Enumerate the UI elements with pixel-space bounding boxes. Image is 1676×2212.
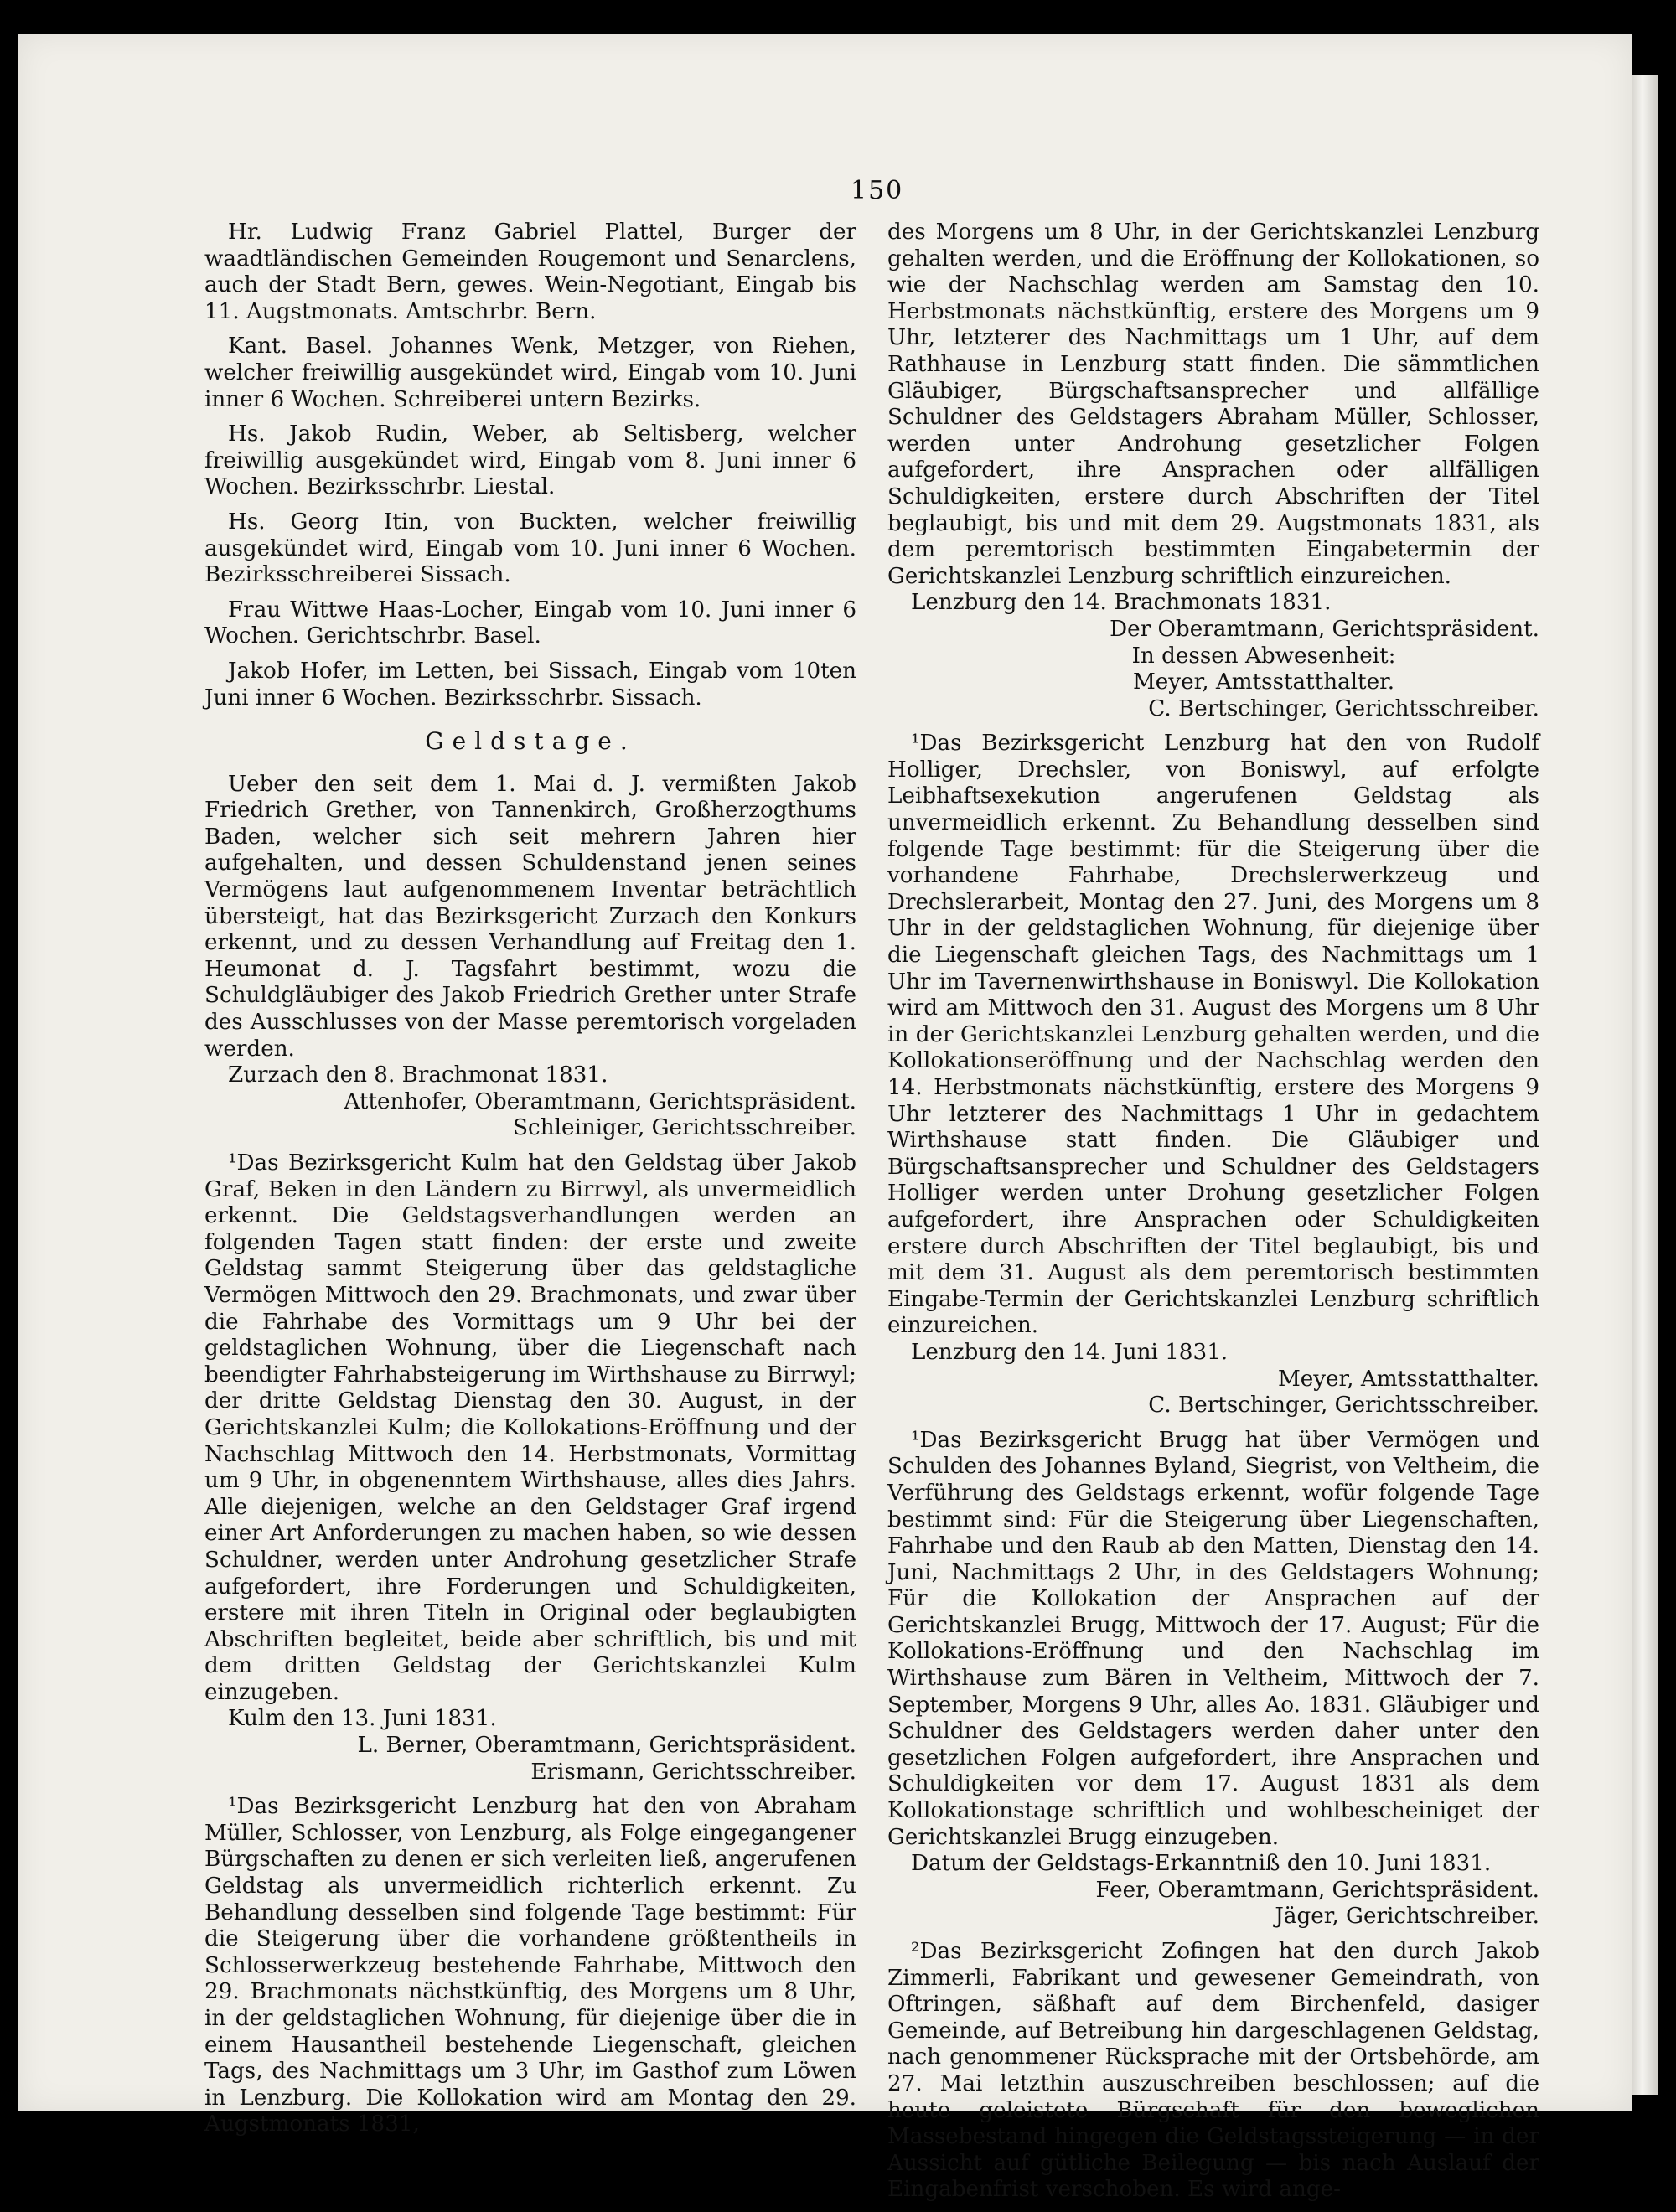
- entry-itin: Hs. Georg Itin, von Buckten, welcher freiwillig ausgekündet wird, Eingab vom 10. Juni inner 6 Wochen. Bezirksschreiberei Sissach.: [204, 509, 856, 588]
- notice-holliger-signature-2: C. Bertschinger, Gerichtsschreiber.: [1148, 1393, 1539, 1419]
- notice-grether-place-date: Zurzach den 8. Brachmonat 1831.: [228, 1062, 608, 1088]
- entry-hofer: Jakob Hofer, im Letten, bei Sissach, Eingab vom 10ten Juni inner 6 Wochen. Bezirksschrbr. Sissach.: [204, 658, 856, 711]
- page-number: 150: [851, 176, 904, 205]
- entry-haas-locher: Frau Wittwe Haas-Locher, Eingab vom 10. Juni inner 6 Wochen. Gerichtschrbr. Basel.: [204, 597, 856, 649]
- notice-grether-signature-1: Attenhofer, Oberamtmann, Gerichtspräsident.: [344, 1088, 856, 1114]
- entry-wenk: Kant. Basel. Johannes Wenk, Metzger, von Riehen, welcher freiwillig ausgekündet wird, Eingab vom 10. Juni inner 6 Wochen. Schreiberei untern Bezirks.: [204, 333, 856, 412]
- notice-mueller-body-end: des Morgens um 8 Uhr, in der Gerichtskanzlei Lenzburg gehalten werden, und die Eröffnung der Kollokationen, so wie der Nachschlag werden am Samstag den 10. Herbstmonats nächstkünftig, erstere des Morgens um 9 Uhr, letzterer des Nachmittags um 1 Uhr, auf dem Rathhause in Lenzburg statt finden. Die sämmtlichen Gläubiger, Bürgschaftsansprecher und allfällige Schuldner des Geldstagers Abraham Müller, Schlosser, werden unter Androhung gesetzlicher Folgen aufgefordert, ihre Ansprachen oder allfälligen Schuldigkeiten, erstere durch Abschriften der Titel beglaubigt, bis und mit dem 29. Augstmonats 1831, als dem peremtorisch bestimmten Eingabetermin der Gerichtskanzlei Lenzburg schriftlich einzureichen.: [887, 220, 1539, 589]
- left-column: [204, 220, 856, 2147]
- notice-graf-place-date: Kulm den 13. Juni 1831.: [228, 1706, 497, 1732]
- notice-graf-signature-2: Erismann, Gerichtsschreiber.: [530, 1759, 856, 1785]
- notice-graf-signature-1: L. Berner, Oberamtmann, Gerichtspräsident.: [357, 1733, 856, 1759]
- notice-mueller-signature-2: In dessen Abwesenheit:: [1131, 643, 1396, 669]
- notice-mueller-place-date: Lenzburg den 14. Brachmonats 1831.: [911, 590, 1332, 616]
- notice-mueller-signature-1: Der Oberamtmann, Gerichtspräsident.: [1110, 616, 1539, 642]
- right-column: [887, 220, 1539, 2212]
- notice-mueller-signature-3: Meyer, Amtsstatthalter.: [1132, 669, 1395, 695]
- notice-mueller-body-start: ¹Das Bezirksgericht Lenzburg hat den von Abraham Müller, Schlosser, von Lenzburg, als Folge eingegangener Bürgschaften zu denen er sich verleiten ließ, angerufenen Geldstag als unvermeidlich richterlich erkennt. Zu Behandlung desselben sind folgende Tage bestimmt: Für die Steigerung über die vorhandene größtentheils in Schlosserwerkzeug bestehende Fahrhabe, Mittwoch den 29. Brachmonats nächstkünftig, des Morgens um 8 Uhr, in der geldstaglichen Wohnung, für diejenige über die in einem Hausantheil bestehende Liegenschaft, gleichen Tags, des Nachmittags um 3 Uhr, im Gasthof zum Löwen in Lenzburg. Die Kollokation wird am Montag den 29. Augstmonats 1831,: [204, 1794, 856, 2137]
- notice-grether-signature-2: Schleiniger, Gerichtsschreiber.: [513, 1115, 856, 1141]
- notice-mueller-signature-4: C. Bertschinger, Gerichtsschreiber.: [1148, 695, 1539, 721]
- notice-byland-place-date: Datum der Geldstags-Erkanntniß den 10. Juni 1831.: [911, 1851, 1492, 1877]
- section-heading: Geldstage.: [425, 727, 636, 756]
- page-edge: [1632, 75, 1658, 2095]
- notice-byland-signature-1: Feer, Oberamtmann, Gerichtspräsident.: [1095, 1877, 1539, 1903]
- notice-byland-body: ¹Das Bezirksgericht Brugg hat über Vermögen und Schulden des Johannes Byland, Siegrist, von Veltheim, die Verführung des Geldstags erkennt, wofür folgende Tage bestimmt sind: Für die Steigerung über Liegenschaften, Fahrhabe und den Raub ab den Matten, Dienstag den 14. Juni, Nachmittags 2 Uhr, in des Geldstagers Wohnung; Für die Kollokation der Ansprachen auf der Gerichtskanzlei Brugg, Mittwoch der 17. August; Für die Kollokations-Eröffnung und den Nachschlag im Wirthshause zum Bären in Veltheim, Mittwoch der 7. September, Morgens 9 Uhr, alles Ao. 1831. Gläubiger und Schuldner des Geldstagers werden daher unter den gesetzlichen Folgen aufgefordert, ihre Ansprachen und Schuldigkeiten vor dem 17. August 1831 als dem Kollokationstage schriftlich und wohlbescheiniget der Gerichtskanzlei Brugg einzugeben.: [887, 1427, 1539, 1850]
- notice-holliger-place-date: Lenzburg den 14. Juni 1831.: [911, 1339, 1229, 1365]
- notice-graf-body: ¹Das Bezirksgericht Kulm hat den Geldstag über Jakob Graf, Beken in den Ländern zu Birrwyl, als unvermeidlich erkennt. Die Geldstagsverhandlungen werden an folgenden Tagen statt finden: der erste und zweite Geldstag sammt Steigerung über das geldstagliche Vermögen Mittwoch den 29. Brachmonats, und zwar über die Fahrhabe des Vormittags um 9 Uhr bei der geldstaglichen Wohnung, über die Liegenschaft nach beendigter Fahrhabsteigerung im Wirthshause zu Birrwyl; der dritte Geldstag Dienstag den 30. August, in der Gerichtskanzlei Kulm; die Kollokations-Eröffnung und der Nachschlag Mittwoch den 14. Herbstmonats, Vormittag um 9 Uhr, in obgenenntem Wirthshause, alles dies Jahrs. Alle diejenigen, welche an den Geldstager Graf irgend einer Art Anforderungen zu machen haben, so wie dessen Schuldner, werden unter Androhung gesetzlicher Strafe aufgefordert, ihre Forderungen und Schuldigkeiten, erstere mit ihren Titeln in Original oder beglaubigten Abschriften begleitet, beide aber schriftlich, bis und mit dem dritten Geldstag der Gerichtskanzlei Kulm einzugeben.: [204, 1150, 856, 1705]
- entry-rudin: Hs. Jakob Rudin, Weber, ab Seltisberg, welcher freiwillig ausgekündet wird, Eingab vom 8. Juni inner 6 Wochen. Bezirksschrbr. Liestal.: [204, 421, 856, 500]
- notice-byland-signature-2: Jäger, Gerichtschreiber.: [1275, 1904, 1539, 1930]
- notice-zimmerli-body-start: ²Das Bezirksgericht Zofingen hat den durch Jakob Zimmerli, Fabrikant und gewesener Gemeindrath, von Oftringen, säßhaft auf dem Birchenfeld, dasiger Gemeinde, auf Betreibung hin dargeschlagenen Geldstag, nach genommener Rücksprache mit der Ortsbehörde, am 27. Mai letzthin auszuschreiben beschlossen; auf die heute geleistete Bürgschaft für den beweglichen Massebestand hingegen die Geldstagssteigerung — in der Aussicht auf gütliche Beilegung — bis nach Auslauf der Eingabenfrist verschoben. Es wird ange-: [887, 1939, 1539, 2203]
- notice-grether-body: Ueber den seit dem 1. Mai d. J. vermißten Jakob Friedrich Grether, von Tannenkirch, Großherzogthums Baden, welcher sich seit mehrern Jahren hier aufgehalten, und dessen Schuldenstand jenen seines Vermögens laut aufgenommenem Inventar beträchtlich übersteigt, hat das Bezirksgericht Zurzach den Konkurs erkennt, und zu dessen Verhandlung auf Freitag den 1. Heumonat d. J. Tagsfahrt bestimmt, wozu die Schuldgläubiger des Jakob Friedrich Grether unter Strafe des Ausschlusses von der Masse peremtorisch vorgeladen werden.: [204, 771, 856, 1062]
- notice-holliger-body: ¹Das Bezirksgericht Lenzburg hat den von Rudolf Holliger, Drechsler, von Boniswyl, auf erfolgte Leibhaftsexekution angerufenen Geldstag als unvermeidlich erkennt. Zu Behandlung desselben sind folgende Tage bestimmt: für die Steigerung über die vorhandene Fahrhabe, Drechslerwerkzeug und Drechslerarbeit, Montag den 27. Juni, des Morgens um 8 Uhr in der geldstaglichen Wohnung, für diejenige über die Liegenschaft gleichen Tags, des Nachmittags um 1 Uhr im Tavernenwirthshause in Boniswyl. Die Kollokation wird am Mittwoch den 31. August des Morgens um 8 Uhr in der Gerichtskanzlei Lenzburg gehalten werden, und die Kollokationseröffnung und der Nachschlag werden den 14. Herbstmonats nächstkünftig, erstere des Morgens 9 Uhr letzterer des Nachmittags 1 Uhr in gedachtem Wirthshause statt finden. Die Gläubiger und Bürgschaftsansprecher und Schuldner des Geldstagers Holliger werden unter Drohung gesetzlicher Folgen aufgefordert, ihre Ansprachen oder Schuldigkeiten erstere durch Abschriften der Titel beglaubigt, bis und mit dem 31. August als dem peremtorisch bestimmten Eingabe-Termin der Gerichtskanzlei Lenzburg schriftlich einzureichen.: [887, 731, 1539, 1339]
- entry-plattel: Hr. Ludwig Franz Gabriel Plattel, Burger der waadtländischen Gemeinden Rougemont und Senarclens, auch der Stadt Bern, gewes. Wein-Negotiant, Eingab bis 11. Augstmonats. Amtschrbr. Bern.: [204, 220, 856, 324]
- notice-holliger-signature-1: Meyer, Amtsstatthalter.: [1277, 1366, 1539, 1392]
